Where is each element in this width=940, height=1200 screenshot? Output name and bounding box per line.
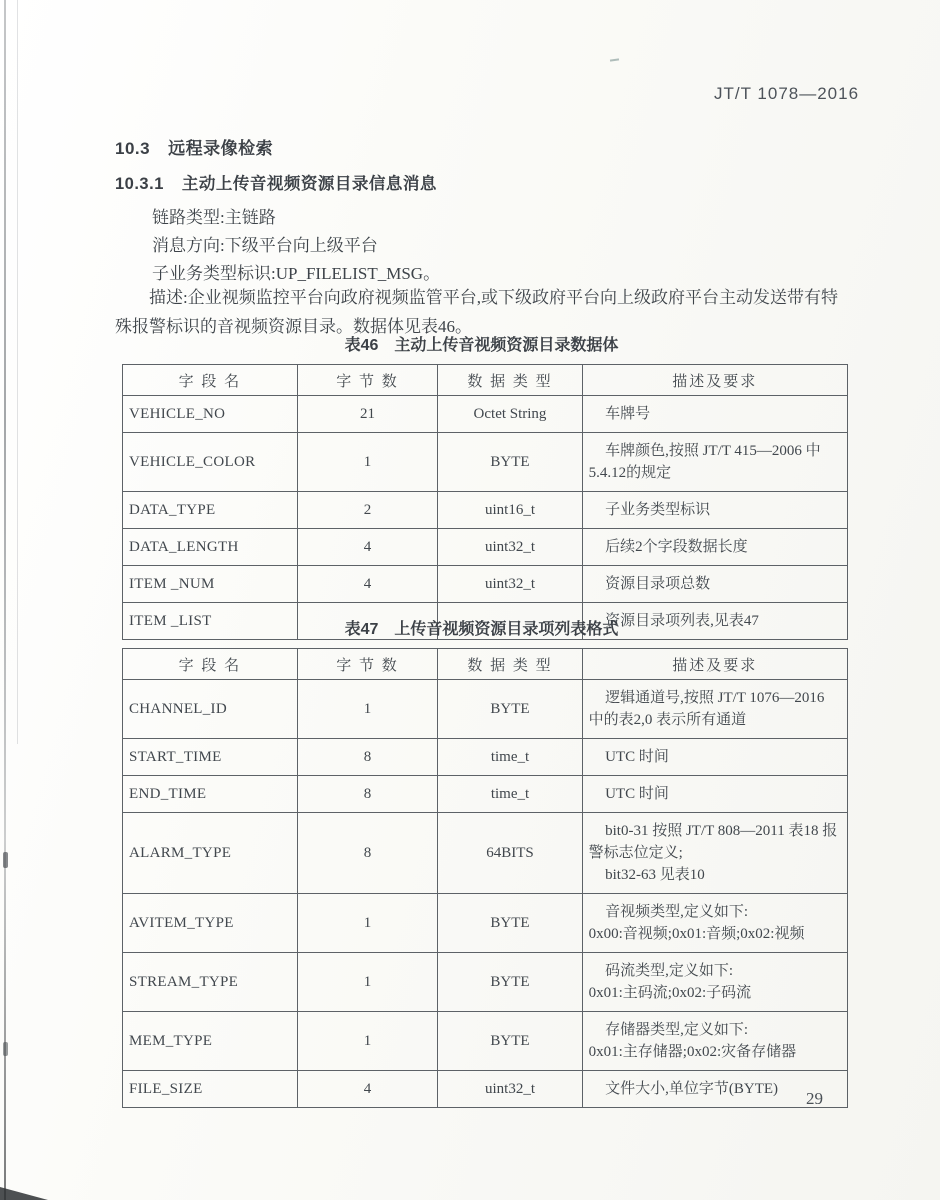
field-name-cell: FILE_SIZE — [123, 1071, 298, 1108]
byte-count-cell: 8 — [297, 739, 438, 776]
table-row — [123, 739, 848, 776]
description-line: 0x01:主码流;0x02:子码流 — [588, 985, 752, 1001]
description-line: 子业务类型标识 — [605, 502, 711, 518]
message-meta-block — [152, 204, 440, 288]
description-line: 存储器类型,定义如下: — [605, 1022, 749, 1038]
byte-count-cell: 1 — [297, 953, 438, 1012]
field-name-cell: DATA_TYPE — [123, 492, 298, 529]
data-type-cell: uint32_t — [438, 566, 582, 603]
data-type-cell: time_t — [438, 739, 582, 776]
data-type-cell: Octet String — [438, 396, 582, 433]
data-type-cell: uint32_t — [438, 529, 582, 566]
field-name-cell: DATA_LENGTH — [123, 529, 298, 566]
description-cell — [582, 813, 847, 894]
field-name-cell: END_TIME — [123, 776, 298, 813]
description-line: UTC 时间 — [605, 786, 669, 802]
description-line: 逻辑通道号,按照 JT/T 1076—2016 中的表2,0 表示所有通道 — [588, 690, 825, 728]
field-name-cell: VEHICLE_COLOR — [123, 433, 298, 492]
scan-edge-line-faint — [17, 0, 18, 744]
table-46-label: 表46 — [344, 337, 379, 354]
table-47-caption: 上传音视频资源目录项列表格式 — [394, 621, 619, 638]
description-line: 文件大小,单位字节(BYTE) — [605, 1081, 779, 1097]
table-46-caption: 主动上传音视频资源目录数据体 — [394, 337, 619, 354]
section-heading — [115, 134, 273, 159]
table-row — [123, 1012, 848, 1071]
description-cell — [582, 396, 847, 433]
table-row — [123, 1071, 848, 1108]
page-number: 29 — [806, 1089, 823, 1108]
description-cell — [582, 739, 847, 776]
column-header: 字 节 数 — [297, 365, 438, 396]
data-type-cell: uint16_t — [438, 492, 582, 529]
table-header-row — [123, 365, 848, 396]
byte-count-cell: 1 — [297, 894, 438, 953]
scan-speck — [610, 58, 619, 61]
table-row — [123, 680, 848, 739]
description-line: 0x01:主存储器;0x02:灾备存储器 — [588, 1044, 797, 1060]
subsection-title: 主动上传音视频资源目录信息消息 — [181, 175, 437, 193]
description-line: UTC 时间 — [605, 749, 669, 765]
column-header: 描述及要求 — [582, 649, 847, 680]
field-name-cell: MEM_TYPE — [123, 1012, 298, 1071]
description-cell — [582, 1012, 847, 1071]
section-title: 远程录像检索 — [168, 139, 274, 158]
field-name-cell: ITEM _NUM — [123, 566, 298, 603]
table-row — [123, 776, 848, 813]
byte-count-cell: 1 — [297, 1012, 438, 1071]
meta-line-sub-business-id: 子业务类型标识:UP_FILELIST_MSG。 — [152, 264, 441, 283]
description-line: 后续2个字段数据长度 — [605, 539, 748, 555]
description-line: 资源目录项列表,见表47 — [605, 613, 759, 629]
description-cell — [582, 529, 847, 566]
scan-edge-mark — [3, 852, 8, 868]
table-46 — [122, 364, 848, 640]
description-line: 码流类型,定义如下: — [605, 963, 734, 979]
column-header: 字 段 名 — [123, 649, 298, 680]
data-type-cell: BYTE — [438, 894, 582, 953]
description-cell — [582, 566, 847, 603]
data-type-cell: uint32_t — [438, 1071, 582, 1108]
field-name-cell: ITEM _LIST — [123, 603, 298, 640]
byte-count-cell: 1 — [297, 680, 438, 739]
table-row — [123, 566, 848, 603]
data-type-cell: BYTE — [438, 680, 582, 739]
column-header: 数 据 类 型 — [438, 365, 582, 396]
data-type-cell: BYTE — [438, 953, 582, 1012]
field-name-cell: STREAM_TYPE — [123, 953, 298, 1012]
table-46-title — [115, 332, 848, 355]
data-type-cell: time_t — [438, 776, 582, 813]
description-line: 车牌号 — [605, 406, 651, 422]
table-row — [123, 894, 848, 953]
byte-count-cell: 4 — [297, 566, 438, 603]
table-47-label: 表47 — [344, 621, 379, 638]
description-line: bit32-63 见表10 — [605, 867, 705, 883]
description-cell — [582, 433, 847, 492]
column-header: 字 段 名 — [123, 365, 298, 396]
scan-corner-shadow — [0, 1180, 48, 1200]
table-47-title — [115, 616, 848, 639]
byte-count-cell: 21 — [297, 396, 438, 433]
table-row — [123, 813, 848, 894]
description-line: 资源目录项总数 — [605, 576, 711, 592]
description-paragraph: 描述:企业视频监控平台向政府视频监管平台,或下级政府平台向上级政府平台主动发送带有特殊报警标识的音视频资源目录。数据体见表46。 — [115, 288, 838, 336]
description-line: 车牌颜色,按照 JT/T 415—2006 中5.4.12的规定 — [588, 443, 821, 481]
description-cell — [582, 776, 847, 813]
field-name-cell: ALARM_TYPE — [123, 813, 298, 894]
subsection-heading — [115, 170, 437, 194]
table-row — [123, 492, 848, 529]
description-cell — [582, 492, 847, 529]
column-header: 字 节 数 — [297, 649, 438, 680]
byte-count-cell: 2 — [297, 492, 438, 529]
scan-edge-mark — [3, 1042, 8, 1056]
byte-count-cell: 8 — [297, 776, 438, 813]
field-name-cell: CHANNEL_ID — [123, 680, 298, 739]
table-header-row — [123, 649, 848, 680]
field-name-cell: AVITEM_TYPE — [123, 894, 298, 953]
meta-line-link-type: 链路类型:主链路 — [152, 208, 276, 227]
field-name-cell: VEHICLE_NO — [123, 396, 298, 433]
scan-edge-line — [4, 0, 6, 1200]
description-cell — [582, 953, 847, 1012]
meta-line-direction: 消息方向:下级平台向上级平台 — [152, 236, 378, 255]
column-header: 数 据 类 型 — [438, 649, 582, 680]
byte-count-cell: 4 — [297, 529, 438, 566]
section-number: 10.3 — [115, 139, 151, 158]
table-row — [123, 953, 848, 1012]
data-type-cell: 64BITS — [438, 813, 582, 894]
description-line: bit0-31 按照 JT/T 808—2011 表18 报警标志位定义; — [588, 823, 838, 861]
description-cell — [582, 894, 847, 953]
byte-count-cell: 4 — [297, 1071, 438, 1108]
description-line: 音视频类型,定义如下: — [605, 904, 749, 920]
table-row — [123, 396, 848, 433]
table-row — [123, 433, 848, 492]
data-type-cell: BYTE — [438, 1012, 582, 1071]
field-name-cell: START_TIME — [123, 739, 298, 776]
table-47 — [122, 648, 848, 1108]
byte-count-cell: 8 — [297, 813, 438, 894]
standard-number-header: JT/T 1078—2016 — [714, 84, 860, 103]
data-type-cell: BYTE — [438, 433, 582, 492]
column-header: 描述及要求 — [582, 365, 847, 396]
subsection-number: 10.3.1 — [115, 175, 164, 193]
table-row — [123, 529, 848, 566]
description-line: 0x00:音视频;0x01:音频;0x02:视频 — [588, 926, 805, 942]
byte-count-cell: 1 — [297, 433, 438, 492]
description-cell — [582, 680, 847, 739]
